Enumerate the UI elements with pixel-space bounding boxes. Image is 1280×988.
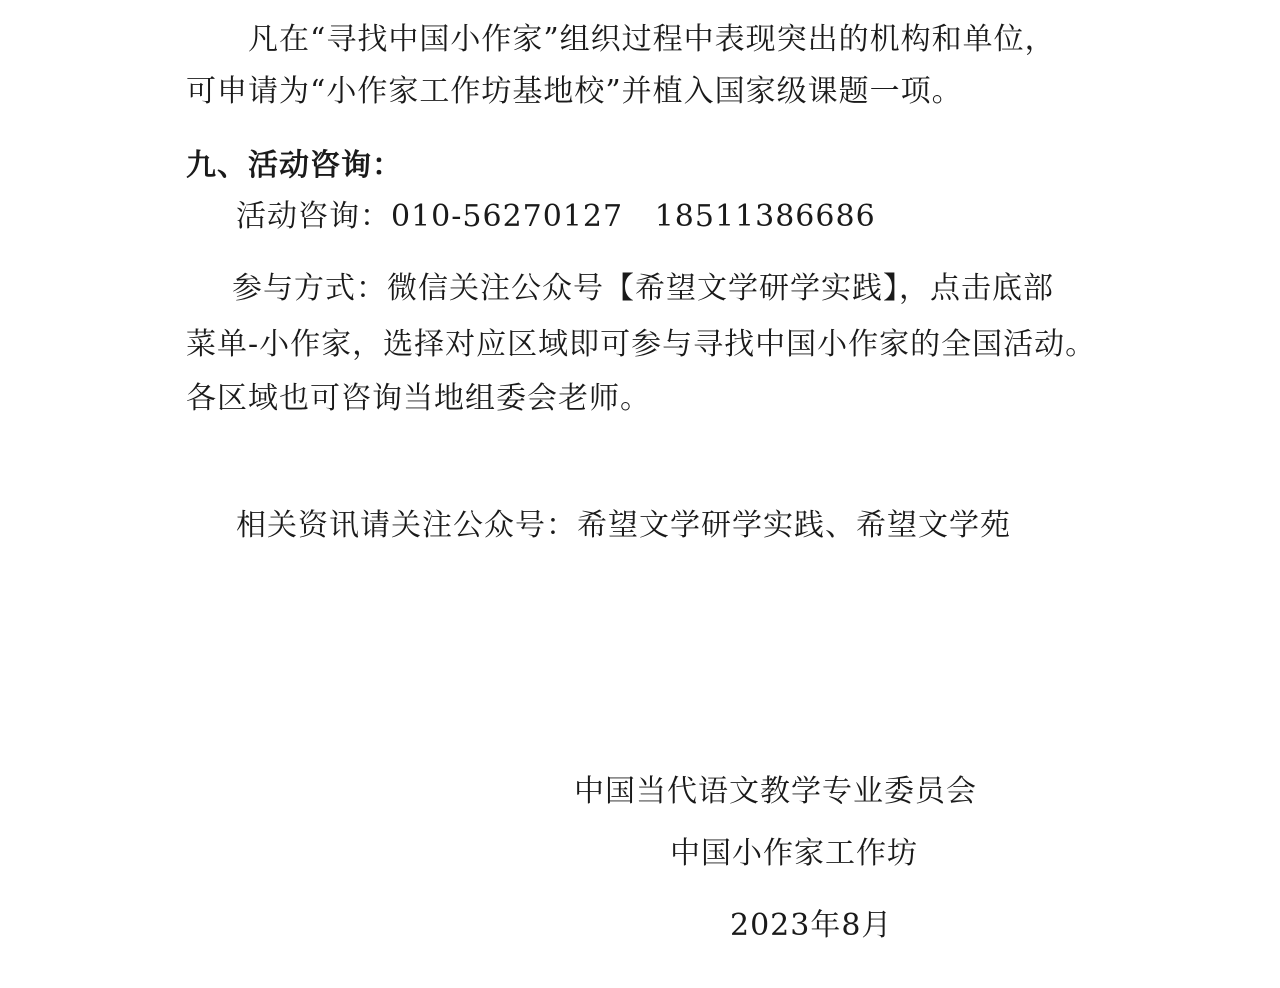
info-line: 相关资讯请关注公众号：希望文学研学实践、希望文学苑 xyxy=(236,508,1011,543)
paragraph-line: 菜单-小作家，选择对应区域即可参与寻找中国小作家的全国活动。 xyxy=(186,327,1097,362)
signature-org-2: 中国小作家工作坊 xyxy=(670,836,918,871)
paragraph-line: 各区域也可咨询当地组委会老师。 xyxy=(186,381,651,416)
signature-date: 2023年8月 xyxy=(730,908,893,943)
paragraph-line: 可申请为“小作家工作坊基地校”并植入国家级课题一项。 xyxy=(186,74,963,109)
paragraph-line: 凡在“寻找中国小作家”组织过程中表现突出的机构和单位， xyxy=(248,22,1056,57)
paragraph-line: 参与方式：微信关注公众号【希望文学研学实践】，点击底部 xyxy=(232,271,1054,306)
signature-org-1: 中国当代语文教学专业委员会 xyxy=(574,774,977,809)
consult-phone-line: 活动咨询：010-56270127 18511386686 xyxy=(236,199,876,234)
section-heading: 九、活动咨询： xyxy=(186,148,403,183)
